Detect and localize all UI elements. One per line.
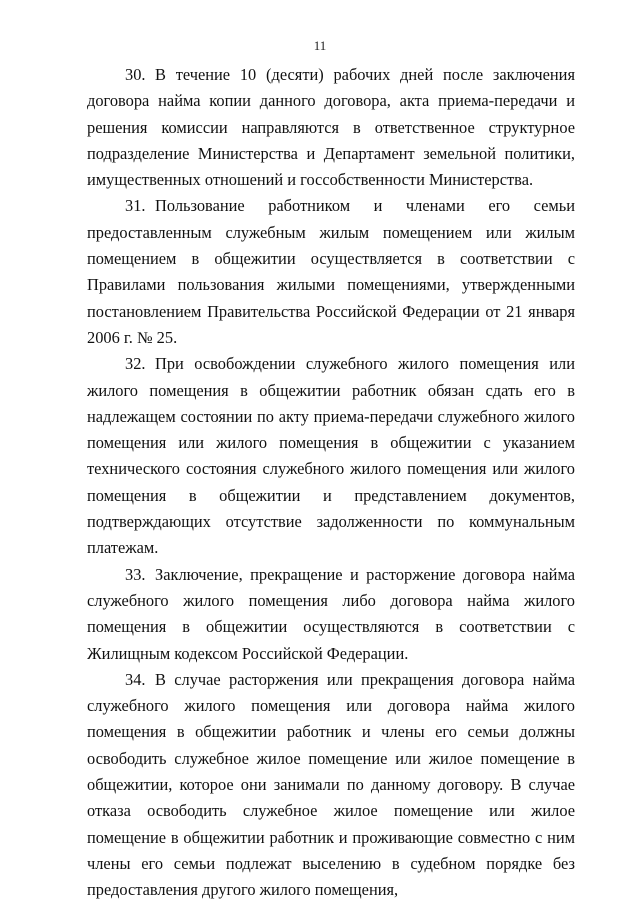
paragraph-text: В течение 10 (десяти) рабочих дней после заключения договора найма копии данного договора, акта приема-передачи и решения комиссии направляются в ответственное структурное подразделение Министерства и Департамент земельной политики, имущественных отношений и госсобственности Министерства. [87,65,575,190]
paragraph-text: В случае расторжения или прекращения договора найма служебного жилого помещения или договора найма жилого помещения в общежитии работник и члены его семьи должны освободить служебное жилое помещение или жилое помещение в общежитии, которое они занимали по данному договору. В случае отказа освободить служебное жилое помещение или жилое помещение в общежитии работник и проживающие совместно с ним члены его семьи подлежат выселению в судебном порядке без предоставления другого жилого помещения, [87,669,575,900]
paragraph-number: 30. [125,65,146,84]
page-number: 11 [313,38,327,53]
paragraph-number: 31. [125,196,146,216]
paragraph-number: 34. [125,669,146,689]
paragraph-text: Пользование работником и членами его семьи предоставленным служебным жилым помещением или жилым помещением в общежитии осуществляется в соответствии с Правилами пользования жилыми помещениями, утвержденными постановлением Правительства Российской Федерации от 21 января 2006 г. № 25. [87,196,575,347]
paragraph-number: 33. [125,564,146,584]
paragraph-32 [87,351,575,561]
paragraph-34 [87,667,575,904]
paragraph-text: Заключение, прекращение и расторжение договора найма служебного жилого помещения либо договора найма жилого помещения в общежитии осуществляются в соответствии с Жилищным кодексом Российской Федерации. [87,564,575,663]
paragraph-33 [87,562,575,667]
document-body [87,62,575,904]
paragraph-31 [87,193,575,351]
paragraph-30 [87,62,575,193]
paragraph-text: При освобождении служебного жилого помещения или жилого помещения в общежитии работник обязан сдать его в надлежащем состоянии по акту приема-передачи служебного жилого помещения или жилого помещения в общежитии с указанием технического состояния служебного жилого помещения или жилого помещения в общежитии и представлением документов, подтверждающих отсутствие задолженности по коммунальным платежам. [87,354,575,558]
paragraph-number: 32. [125,354,146,374]
